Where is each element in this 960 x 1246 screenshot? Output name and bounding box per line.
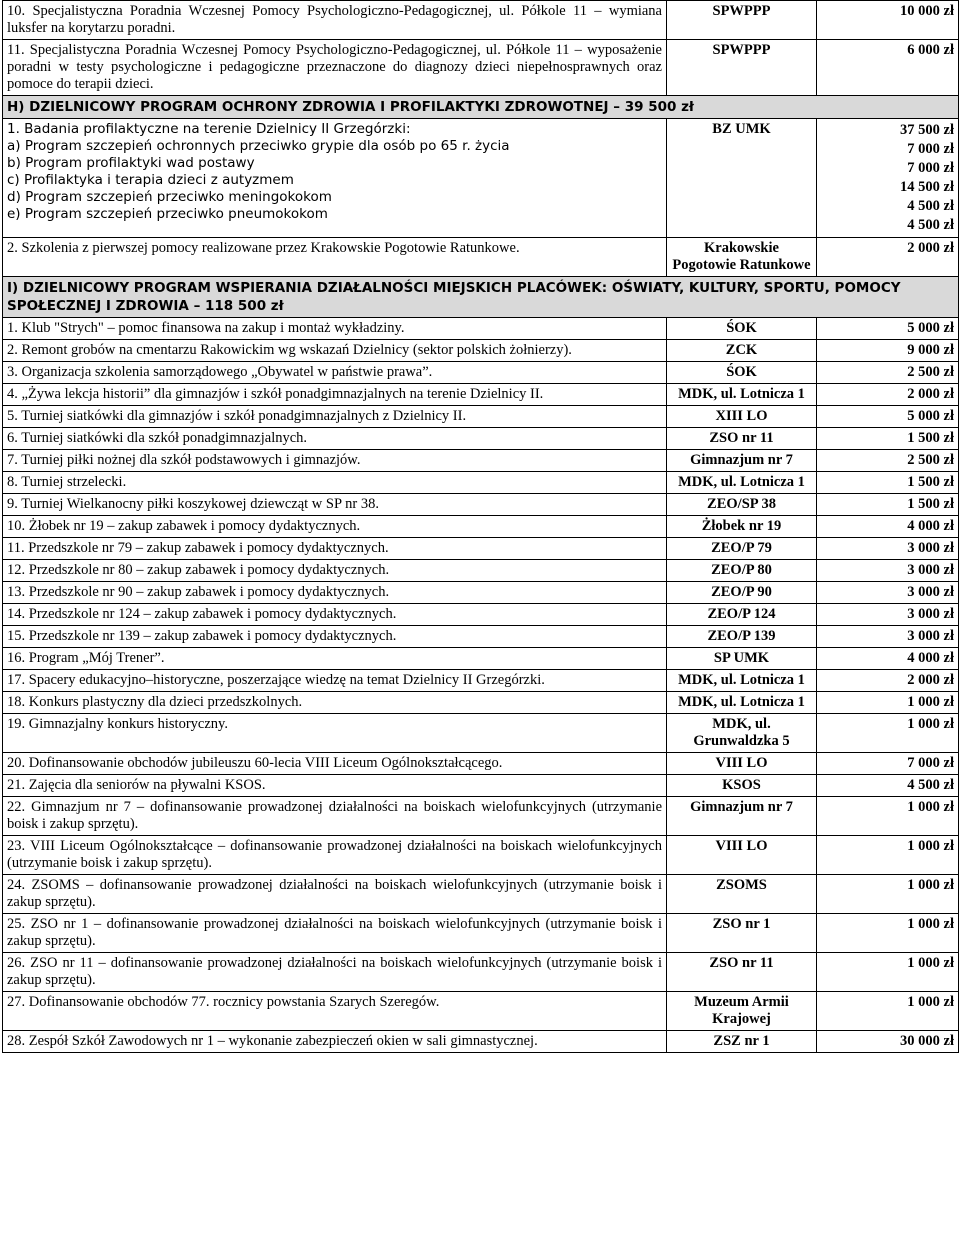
- row-amount: 9 000 zł: [817, 340, 959, 362]
- row-description: 12. Przedszkole nr 80 – zakup zabawek i pomocy dydaktycznych.: [3, 560, 667, 582]
- row-unit: KSOS: [667, 775, 817, 797]
- row-description: 10. Specjalistyczna Poradnia Wczesnej Pomocy Psychologiczno-Pedagogicznej, ul. Półkole 11 – wymiana luksfer na korytarzu poradni.: [3, 1, 667, 40]
- row-amount: 1 000 zł: [817, 953, 959, 992]
- row-unit: XIII LO: [667, 406, 817, 428]
- row-amount: 5 000 zł: [817, 318, 959, 340]
- row-amount: 10 000 zł: [817, 1, 959, 40]
- table-row: [3, 406, 959, 428]
- row-amount: 3 000 zł: [817, 626, 959, 648]
- row-description: 4. „Żywa lekcja historii” dla gimnazjów i szkół ponadgimnazjalnych na terenie Dzielnicy II.: [3, 384, 667, 406]
- table-row: [3, 119, 959, 238]
- row-unit: MDK, ul. Lotnicza 1: [667, 692, 817, 714]
- table-row: [3, 604, 959, 626]
- row-unit: ZEO/SP 38: [667, 494, 817, 516]
- row-amount: 1 000 zł: [817, 714, 959, 753]
- row-unit: ZSZ nr 1: [667, 1031, 817, 1053]
- section-header-i: [3, 277, 959, 318]
- row-description: 26. ZSO nr 11 – dofinansowanie prowadzonej działalności na boiskach wielofunkcyjnych (utrzymanie boisk i zakup sprzętu).: [3, 953, 667, 992]
- table-row: [3, 538, 959, 560]
- program-line: b) Program profilaktyki wad postawy: [7, 155, 255, 171]
- row-description: 27. Dofinansowanie obchodów 77. rocznicy powstania Szarych Szeregów.: [3, 992, 667, 1031]
- row-amount: 4 500 zł: [817, 775, 959, 797]
- row-amount: 1 500 zł: [817, 494, 959, 516]
- amount-line: 7 000 zł: [907, 160, 954, 176]
- row-description: 10. Żłobek nr 19 – zakup zabawek i pomocy dydaktycznych.: [3, 516, 667, 538]
- table-row: [3, 692, 959, 714]
- row-unit: Muzeum Armii Krajowej: [667, 992, 817, 1031]
- table-row: [3, 753, 959, 775]
- row-unit: ZSO nr 11: [667, 428, 817, 450]
- row-amount: 3 000 zł: [817, 538, 959, 560]
- row-unit: MDK, ul. Lotnicza 1: [667, 472, 817, 494]
- row-unit: ZEO/P 79: [667, 538, 817, 560]
- table-row: [3, 560, 959, 582]
- row-unit: ZEO/P 90: [667, 582, 817, 604]
- row-unit: Krakowskie Pogotowie Ratunkowe: [667, 238, 817, 277]
- table-row: [3, 1031, 959, 1053]
- program-line: e) Program szczepień przeciwko pneumokokom: [7, 206, 328, 222]
- row-amount: 1 000 zł: [817, 692, 959, 714]
- amount-line: 7 000 zł: [907, 141, 954, 157]
- row-description: 2. Szkolenia z pierwszej pomocy realizowane przez Krakowskie Pogotowie Ratunkowe.: [3, 238, 667, 277]
- table-row: [3, 626, 959, 648]
- table-row: [3, 238, 959, 277]
- row-amount: 1 000 zł: [817, 992, 959, 1031]
- table-body-section-i: [3, 318, 959, 1053]
- row-amount: 3 000 zł: [817, 560, 959, 582]
- table-row: [3, 340, 959, 362]
- table-row: [3, 40, 959, 96]
- row-description: 20. Dofinansowanie obchodów jubileuszu 60-lecia VIII Liceum Ogólnokształcącego.: [3, 753, 667, 775]
- row-description: 11. Specjalistyczna Poradnia Wczesnej Pomocy Psychologiczno-Pedagogicznej, ul. Półkole 11 – wyposażenie poradni w testy psychologiczne i pedagogiczne przeznaczone do diagnozy dzieci niepełnosprawnych oraz pomoce do terapii dzieci.: [3, 40, 667, 96]
- row-unit: Gimnazjum nr 7: [667, 797, 817, 836]
- row-amount: 2 000 zł: [817, 384, 959, 406]
- row-amount: 1 000 zł: [817, 914, 959, 953]
- row-unit: ZSO nr 11: [667, 953, 817, 992]
- table-row: [3, 648, 959, 670]
- row-unit: ŚOK: [667, 318, 817, 340]
- row-amount: 1 000 zł: [817, 875, 959, 914]
- row-description: 8. Turniej strzelecki.: [3, 472, 667, 494]
- row-description: 15. Przedszkole nr 139 – zakup zabawek i pomocy dydaktycznych.: [3, 626, 667, 648]
- row-description: 22. Gimnazjum nr 7 – dofinansowanie prowadzonej działalności na boiskach wielofunkcyjnych (utrzymanie boisk i zakup sprzętu).: [3, 797, 667, 836]
- row-description: 18. Konkurs plastyczny dla dzieci przedszkolnych.: [3, 692, 667, 714]
- row-amount: 30 000 zł: [817, 1031, 959, 1053]
- amount-line: 4 500 zł: [907, 198, 954, 214]
- table-row: [3, 992, 959, 1031]
- row-unit: ZCK: [667, 340, 817, 362]
- row-unit: ZEO/P 80: [667, 560, 817, 582]
- row-unit: MDK, ul. Lotnicza 1: [667, 384, 817, 406]
- row-amount: 1 500 zł: [817, 428, 959, 450]
- table-row: [3, 797, 959, 836]
- table-row: [3, 714, 959, 753]
- row-description: 7. Turniej piłki nożnej dla szkół podstawowych i gimnazjów.: [3, 450, 667, 472]
- row-description: 3. Organizacja szkolenia samorządowego „Obywatel w państwie prawa”.: [3, 362, 667, 384]
- row-amount: 1 500 zł: [817, 472, 959, 494]
- row-amount: 7 000 zł: [817, 753, 959, 775]
- row-unit: ZEO/P 139: [667, 626, 817, 648]
- table-row: [3, 836, 959, 875]
- table-row: [3, 670, 959, 692]
- table-row: [3, 450, 959, 472]
- program-line: c) Profilaktyka i terapia dzieci z autyzmem: [7, 172, 294, 188]
- table-row: [3, 516, 959, 538]
- row-unit: MDK, ul. Grunwaldzka 5: [667, 714, 817, 753]
- row-amount: 2 500 zł: [817, 362, 959, 384]
- row-description: 16. Program „Mój Trener”.: [3, 648, 667, 670]
- row-amount: 6 000 zł: [817, 40, 959, 96]
- table-row: [3, 494, 959, 516]
- row-amount: 2 500 zł: [817, 450, 959, 472]
- row-amount: 4 000 zł: [817, 648, 959, 670]
- table-row: [3, 1, 959, 40]
- row-description: 11. Przedszkole nr 79 – zakup zabawek i pomocy dydaktycznych.: [3, 538, 667, 560]
- table-row: [3, 953, 959, 992]
- row-unit: ZEO/P 124: [667, 604, 817, 626]
- row-amount: 4 000 zł: [817, 516, 959, 538]
- row-unit: MDK, ul. Lotnicza 1: [667, 670, 817, 692]
- program-line: 1. Badania profilaktyczne na terenie Dzielnicy II Grzegórzki:: [7, 121, 411, 137]
- row-unit: BZ UMK: [667, 119, 817, 238]
- section-header-h: [3, 96, 959, 119]
- row-description: 21. Zajęcia dla seniorów na pływalni KSOS.: [3, 775, 667, 797]
- row-description: 28. Zespół Szkół Zawodowych nr 1 – wykonanie zabezpieczeń okien w sali gimnastycznej.: [3, 1031, 667, 1053]
- row-description: 24. ZSOMS – dofinansowanie prowadzonej działalności na boiskach wielofunkcyjnych (utrzymanie boisk i zakup sprzętu).: [3, 875, 667, 914]
- table-row: [3, 875, 959, 914]
- row-description: 13. Przedszkole nr 90 – zakup zabawek i pomocy dydaktycznych.: [3, 582, 667, 604]
- amount-line: 14 500 zł: [900, 179, 954, 195]
- row-amount: 3 000 zł: [817, 582, 959, 604]
- budget-table: [2, 0, 959, 1053]
- row-description: 14. Przedszkole nr 124 – zakup zabawek i pomocy dydaktycznych.: [3, 604, 667, 626]
- row-description: 6. Turniej siatkówki dla szkół ponadgimnazjalnych.: [3, 428, 667, 450]
- table-row: [3, 775, 959, 797]
- row-amount: 5 000 zł: [817, 406, 959, 428]
- row-amount: [817, 119, 959, 238]
- row-unit: VIII LO: [667, 753, 817, 775]
- table-row: [3, 914, 959, 953]
- row-unit: ZSOMS: [667, 875, 817, 914]
- row-amount: 2 000 zł: [817, 238, 959, 277]
- row-description: 5. Turniej siatkówki dla gimnazjów i szkół ponadgimnazjalnych z Dzielnicy II.: [3, 406, 667, 428]
- table-row: [3, 318, 959, 340]
- table-row: [3, 362, 959, 384]
- row-description: 23. VIII Liceum Ogólnokształcące – dofinansowanie prowadzonej działalności na boiskach wielofunkcyjnych (utrzymanie boisk i zakup sprzętu).: [3, 836, 667, 875]
- row-amount: 1 000 zł: [817, 836, 959, 875]
- row-description: 19. Gimnazjalny konkurs historyczny.: [3, 714, 667, 753]
- row-unit: Gimnazjum nr 7: [667, 450, 817, 472]
- table-row: [3, 582, 959, 604]
- row-description: 25. ZSO nr 1 – dofinansowanie prowadzonej działalności na boiskach wielofunkcyjnych (utrzymanie boisk i zakup sprzętu).: [3, 914, 667, 953]
- row-unit: VIII LO: [667, 836, 817, 875]
- row-unit: SPWPPP: [667, 1, 817, 40]
- row-description: 1. Klub "Strych" – pomoc finansowa na zakup i montaż wykładziny.: [3, 318, 667, 340]
- amount-line: 4 500 zł: [907, 217, 954, 233]
- row-unit: SP UMK: [667, 648, 817, 670]
- amount-line: 37 500 zł: [900, 122, 954, 138]
- row-amount: 2 000 zł: [817, 670, 959, 692]
- row-unit: SPWPPP: [667, 40, 817, 96]
- row-amount: 3 000 zł: [817, 604, 959, 626]
- row-unit: ZSO nr 1: [667, 914, 817, 953]
- row-unit: Żłobek nr 19: [667, 516, 817, 538]
- row-unit: ŚOK: [667, 362, 817, 384]
- row-description: 2. Remont grobów na cmentarzu Rakowickim wg wskazań Dzielnicy (sektor polskich żołnierzy).: [3, 340, 667, 362]
- section-title: H) DZIELNICOWY PROGRAM OCHRONY ZDROWIA I PROFILAKTYKI ZDROWOTNEJ – 39 500 zł: [3, 96, 959, 119]
- row-amount: 1 000 zł: [817, 797, 959, 836]
- program-line: a) Program szczepień ochronnych przeciwko grypie dla osób po 65 r. życia: [7, 138, 510, 154]
- program-line: d) Program szczepień przeciwko meningokokom: [7, 189, 332, 205]
- table-row: [3, 384, 959, 406]
- table-row: [3, 428, 959, 450]
- section-title: I) DZIELNICOWY PROGRAM WSPIERANIA DZIAŁALNOŚCI MIEJSKICH PLACÓWEK: OŚWIATY, KULTURY, SPORTU, POMOCY SPOŁECZNEJ I ZDROWIA – 118 500 zł: [3, 277, 959, 318]
- row-description: 9. Turniej Wielkanocny piłki koszykowej dziewcząt w SP nr 38.: [3, 494, 667, 516]
- row-description: 17. Spacery edukacyjno–historyczne, poszerzające wiedzę na temat Dzielnicy II Grzegórzki.: [3, 670, 667, 692]
- row-description: [3, 119, 667, 238]
- table-body-top: [3, 1, 959, 318]
- table-row: [3, 472, 959, 494]
